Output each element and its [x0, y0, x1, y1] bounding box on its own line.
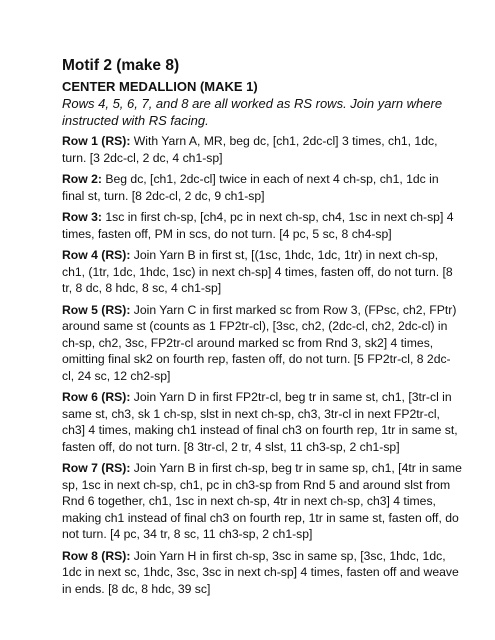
row-text: Join Yarn B in first st, [(1sc, 1hdc, 1dc, 1tr) in next ch-sp, ch1, (1tr, 1dc, 1hdc, 1sc) in next ch-sp] 4 times, fasten off, do not turn. [8 tr, 8 dc, 8 hdc, 8 sc, 4 ch1-sp] [62, 248, 453, 295]
pattern-row-8 [62, 548, 462, 598]
pattern-row-4 [62, 247, 462, 297]
pattern-row-5 [62, 302, 462, 385]
pattern-row-7 [62, 460, 462, 543]
pattern-row-6 [62, 389, 462, 455]
pattern-row-3 [62, 209, 462, 242]
row-label: Row 3: [62, 210, 102, 224]
row-label: Row 1 (RS): [62, 134, 131, 148]
pattern-page [62, 56, 462, 602]
row-text: Beg dc, [ch1, 2dc-cl] twice in each of next 4 ch-sp, ch1, 1dc in final st, turn. [8 2dc-cl, 2 dc, 9 ch1-sp] [62, 172, 439, 203]
row-text: Join Yarn H in first ch-sp, 3sc in same sp, [3sc, 1hdc, 1dc, 1dc in next sc, 1hdc, 3sc, 3sc in next ch-sp] 4 times, fasten off and weave in ends. [8 dc, 8 hdc, 39 sc] [62, 548, 459, 596]
row-text: 1sc in first ch-sp, [ch4, pc in next ch-sp, ch4, 1sc in next ch-sp] 4 times, fasten off, PM in scs, do not turn. [4 pc, 5 sc, 8 ch4-sp] [62, 210, 454, 241]
row-text: Join Yarn D in first FP2tr-cl, beg tr in same st, ch1, [3tr-cl in same st, ch3, sk 1 ch-sp, slst in next ch-sp, ch3, 3tr-cl in next FP2tr-cl, ch3] 4 times, making ch1 instead of final ch3 on fourth rep, 1tr in same st, fasten off, do not turn. [8 3tr-cl, 2 tr, 4 slst, 11 ch3-sp, 2 ch1-sp] [62, 390, 458, 454]
row-label: Row 7 (RS): [62, 461, 131, 475]
motif-title: Motif 2 (make 8) [62, 57, 180, 74]
intro-note: Rows 4, 5, 6, 7, and 8 are all worked as RS rows. Join yarn where instructed with RS facing. [62, 96, 443, 128]
row-label: Row 6 (RS): [62, 390, 131, 404]
row-label: Row 5 (RS): [62, 302, 131, 317]
row-text: Join Yarn C in first marked sc from Row 3, (FPsc, ch2, FPtr) around same st (counts as 1 FP2tr-cl), [3sc, ch2, (2dc-cl, ch2, 2dc-cl) in ch-sp, ch2, 3sc, FP2tr-cl around marked sc from Rnd 3, sk2] 4 times, omitting final sk2 on fourth rep, fasten off, do not turn. [5 FP2tr-cl, 8 2dc-cl, 24 sc, 12 ch2-sp] [62, 302, 457, 383]
row-label: Row 2: [62, 172, 102, 186]
section-heading: CENTER MEDALLION (MAKE 1) [62, 79, 258, 94]
row-text: Join Yarn B in first ch-sp, beg tr in same sp, ch1, [4tr in same sp, 1sc in next ch-sp, ch1, pc in ch3-sp from Rnd 5 and around slst from Rnd 6 together, ch1, 1sc in next ch-sp, 4tr in next ch-sp, ch3] 4 times, making ch1 instead of final ch3 on fourth rep, 1tr in same st, fasten off, do not turn. [4 pc, 34 tr, 8 sc, 11 ch3-sp, 2 ch1-sp] [62, 461, 462, 541]
row-label: Row 4 (RS): [62, 248, 131, 262]
pattern-row-1 [62, 133, 462, 166]
row-label: Row 8 (RS): [62, 548, 131, 563]
row-text: With Yarn A, MR, beg dc, [ch1, 2dc-cl] 3 times, ch1, 1dc, turn. [3 2dc-cl, 2 dc, 4 ch1-sp] [62, 134, 438, 165]
pattern-row-2 [62, 171, 462, 204]
